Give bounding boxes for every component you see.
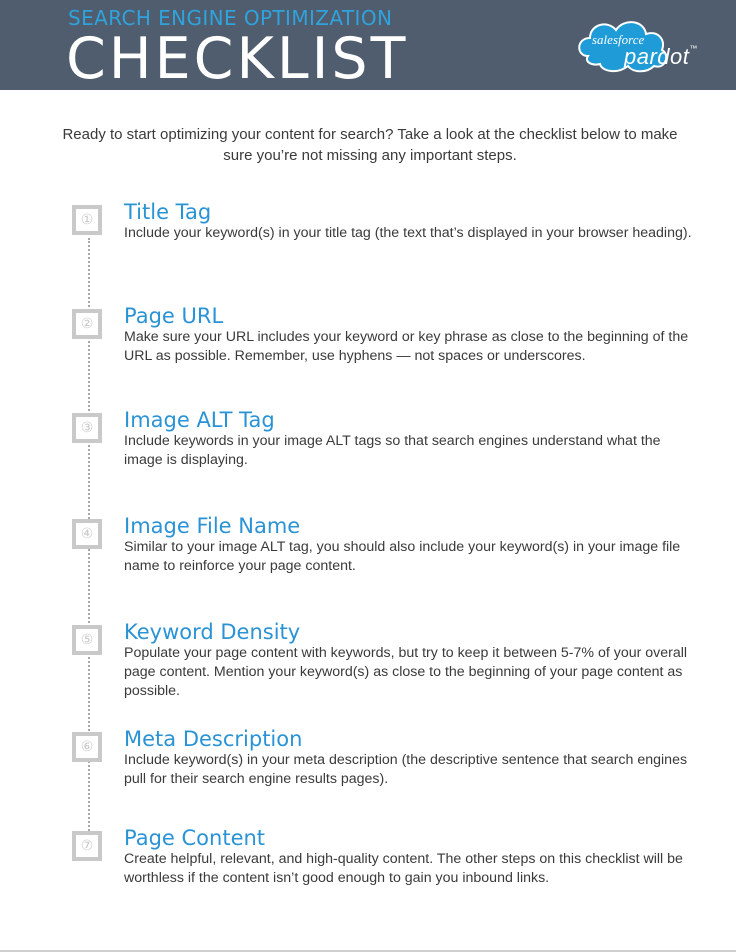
checklist-step xyxy=(124,408,694,470)
logo-pardot-text: pardot™ xyxy=(624,44,698,69)
step-number-box xyxy=(72,732,102,762)
step-body: Include keyword(s) in your meta description (the descriptive sentence that search engines pull for their search engine results pages). xyxy=(124,752,688,787)
step-number: ④ xyxy=(80,526,94,542)
salesforce-pardot-logo xyxy=(574,14,706,78)
step-body: Populate your page content with keywords, but try to keep it between 5-7% of your overall page content. Mention your keyword(s) as close to the beginning of your page content as possible. xyxy=(124,645,688,699)
step-number-box xyxy=(72,519,102,549)
checklist-step xyxy=(124,826,694,888)
checklist-step xyxy=(124,727,694,789)
step-number: ① xyxy=(80,212,94,228)
step-body: Include your keyword(s) in your title tag (the text that’s displayed in your browser heading). xyxy=(124,225,692,241)
step-body: Create helpful, relevant, and high-quality content. The other steps on this checklist will be worthless if the content isn’t good enough to gain you inbound links. xyxy=(124,851,683,886)
step-number: ③ xyxy=(80,420,94,436)
intro-paragraph: Ready to start optimizing your content for search? Take a look at the checklist below to make sure you’re not missing any important steps. xyxy=(62,126,678,164)
checklist-step xyxy=(124,304,694,366)
step-title: Title Tag xyxy=(124,200,212,224)
step-title: Page URL xyxy=(124,304,224,328)
checklist-step xyxy=(124,514,694,576)
step-number-box xyxy=(72,309,102,339)
step-title: Image File Name xyxy=(124,514,301,538)
step-number-box xyxy=(72,205,102,235)
step-number: ⑦ xyxy=(80,838,94,854)
step-number: ⑥ xyxy=(80,739,94,755)
step-title: Image ALT Tag xyxy=(124,408,275,432)
step-body: Include keywords in your image ALT tags so that search engines understand what the image is displaying. xyxy=(124,433,661,468)
header-supertitle: SEARCH ENGINE OPTIMIZATION xyxy=(68,6,393,30)
step-number-box xyxy=(72,625,102,655)
step-body: Similar to your image ALT tag, you should also include your keyword(s) in your image file name to reinforce your page content. xyxy=(124,539,681,574)
step-body: Make sure your URL includes your keyword or key phrase as close to the beginning of the URL as possible. Remember, use hyphens — not spaces or underscores. xyxy=(124,329,689,364)
step-number: ⑤ xyxy=(80,632,94,648)
header-title: CHECKLIST xyxy=(66,26,409,92)
header-banner xyxy=(0,0,736,90)
step-number-box xyxy=(72,413,102,443)
step-number-box xyxy=(72,831,102,861)
checklist-step xyxy=(124,620,694,701)
logo-salesforce-text: salesforce xyxy=(592,32,645,47)
step-title: Page Content xyxy=(124,826,266,850)
step-number: ② xyxy=(80,316,94,332)
step-title: Keyword Density xyxy=(124,620,301,644)
step-title: Meta Description xyxy=(124,727,303,751)
checklist-step xyxy=(124,200,694,243)
